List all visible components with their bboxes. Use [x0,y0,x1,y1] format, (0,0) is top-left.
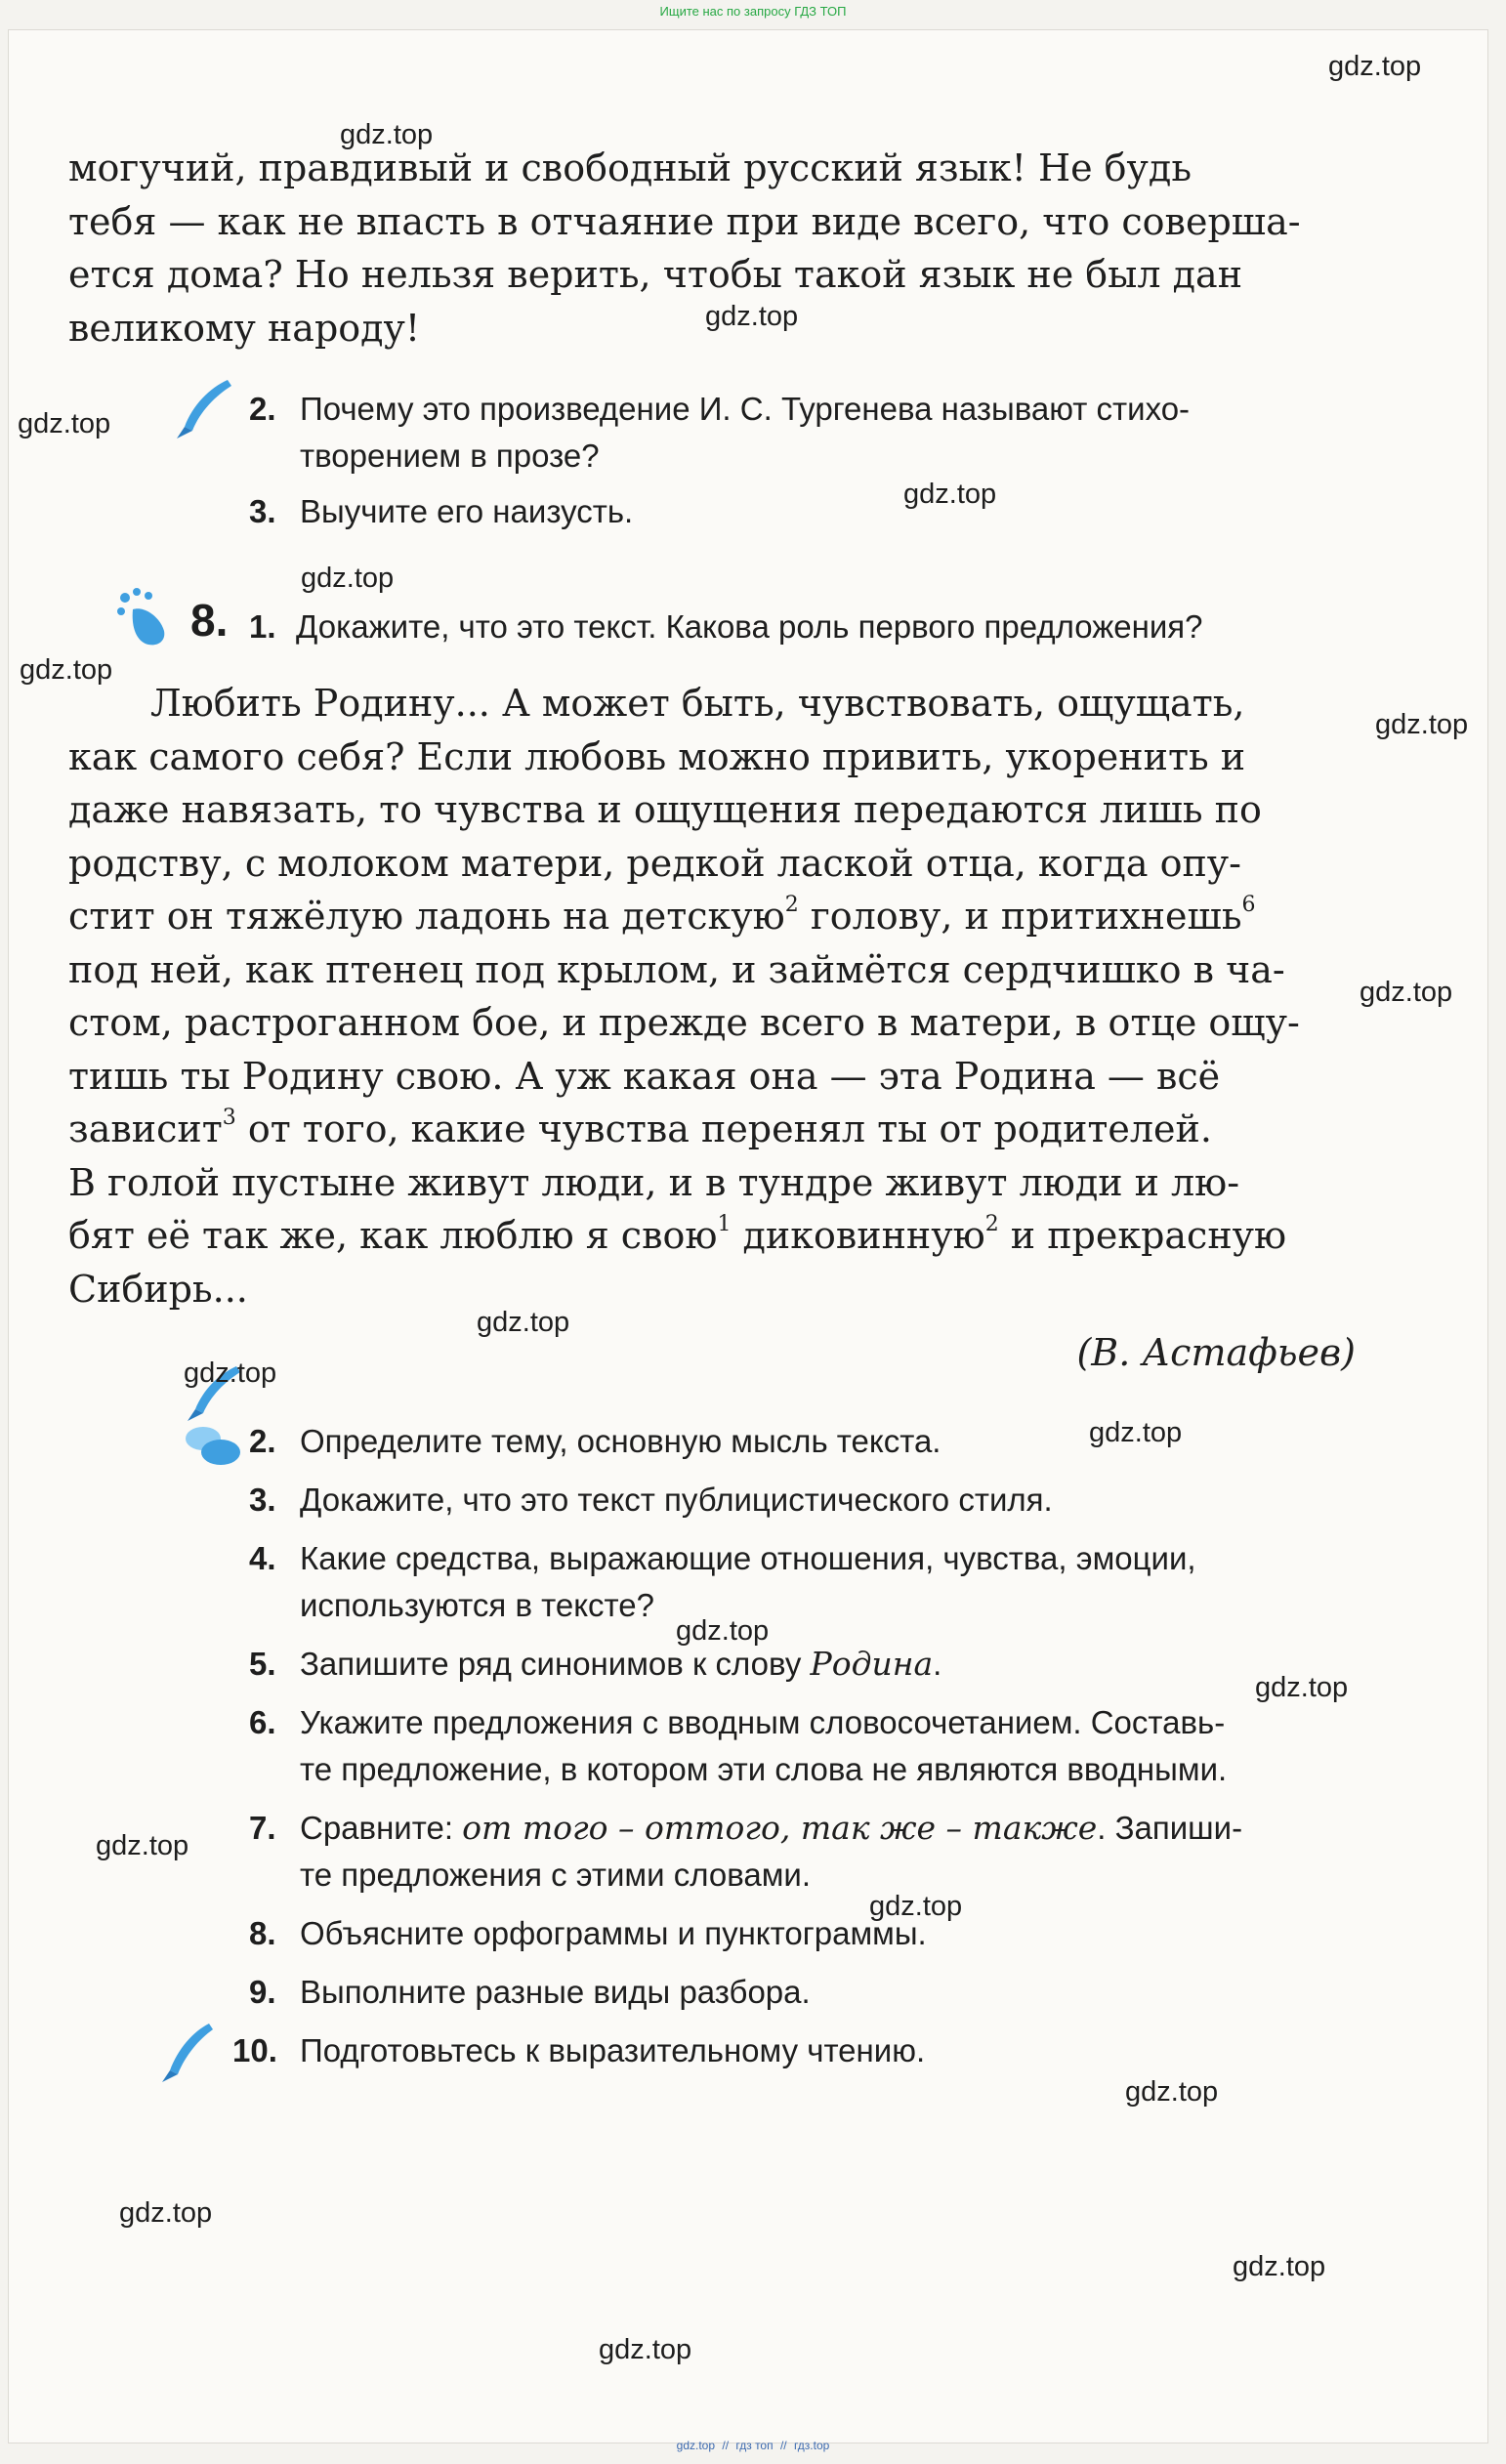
passage-line [68,890,1356,943]
passage-line: Любить Родину... А может быть, чувствовать, ощущать, [150,682,1245,725]
watermark: gdz.top [1328,51,1422,82]
watermark: gdz.top [20,654,113,686]
watermark: gdz.top [119,2197,213,2229]
passage-line: даже навязать, то чувства и ощущения передаются лишь по [68,788,1262,831]
passage-line [68,1103,1356,1156]
pen-icon [171,376,239,448]
prev-line-4: великому народу! [68,306,421,350]
watermark: gdz.top [1233,2251,1326,2282]
question-text: Объясните орфограммы и пунктограммы. [300,1915,927,1951]
watermark: gdz.top [1255,1672,1349,1703]
watermark: gdz.top [301,563,395,594]
italic-word: Родина [810,1645,934,1683]
question-text: творением в прозе? [300,438,600,474]
question-text: те предложение, в котором эти слова не являются вводными. [300,1751,1228,1787]
watermark: gdz.top [1089,1417,1183,1448]
watermark: gdz.top [184,1357,277,1389]
question-text: те предложения с этими словами. [300,1857,812,1893]
question-number: 1. [249,608,276,645]
text-span: . [933,1646,942,1682]
top-banner: Ищите нас по запросу ГДЗ ТОП [659,4,847,19]
question-text: Докажите, что это текст публицистического стиля. [300,1482,1053,1518]
passage [68,677,1356,1316]
question-text: Выучите его наизусть. [300,493,634,529]
question-number: 4. [249,1540,276,1576]
passage-line: родству, с молоком матери, редкой лаской отца, когда опу- [68,841,1242,885]
footer-separator: // [779,2439,787,2452]
watermark: gdz.top [477,1307,570,1338]
question-text: Почему это произведение И. С. Тургенева называют стихо- [300,391,1191,427]
footer-link[interactable]: gdz.top [676,2439,716,2452]
hand-icon [115,588,174,652]
question-text: Укажите предложения с вводным словосочетанием. Составь- [300,1704,1226,1740]
watermark: gdz.top [676,1615,770,1647]
question-text: Определите тему, основную мысль текста. [300,1423,941,1459]
watermark: gdz.top [869,1891,963,1922]
text-span: диковинную [731,1214,985,1257]
footer-link[interactable]: гдз топ [735,2439,774,2452]
text-span: голову, и притихнешь [798,895,1242,938]
superscript: 3 [222,1106,236,1131]
text-span: зависит [68,1107,223,1150]
question-number: 5. [249,1646,276,1682]
superscript: 2 [784,893,799,918]
superscript: 1 [717,1212,732,1237]
text-span: бят её так же, как люблю я свою [68,1214,718,1257]
watermark: gdz.top [1375,709,1469,740]
question-number: 9. [249,1974,276,2010]
question-text: Подготовьтесь к выразительному чтению. [300,2032,926,2068]
question-text [300,1641,1384,1688]
text-span: . Запиши- [1097,1810,1243,1846]
passage-line: стом, растроганном бое, и прежде всего в матери, в отце ощу- [68,1001,1300,1044]
text-span: стит он тяжёлую ладонь на детскую [68,895,785,938]
italic-words: от того – оттого, так же – также [462,1809,1098,1847]
exercise-number: 8. [190,595,229,646]
watermark: gdz.top [96,1830,189,1861]
question-text: Докажите, что это текст. Какова роль первого предложения? [296,608,1203,645]
text-span: Сравните: [300,1810,463,1846]
question-number: 3. [249,493,276,529]
watermark: gdz.top [1360,977,1453,1008]
passage-line [68,1209,1356,1263]
passage-line: В голой пустыне живут люди, и в тундре живут люди и лю- [68,1160,1240,1204]
text-span: и прекрасную [998,1214,1287,1257]
prev-line-3: ется дома? Но нельзя верить, чтобы такой язык не был дан [68,253,1243,296]
question-number: 6. [249,1704,276,1740]
passage-line: Сибирь... [68,1267,248,1311]
watermark: gdz.top [599,2334,692,2365]
footer-link[interactable]: гдз.top [793,2439,830,2452]
text-span: от того, какие чувства перенял ты от родителей. [235,1107,1212,1150]
footer-links [0,2439,1506,2452]
passage-line: как самого себя? Если любовь можно привить, укоренить и [68,734,1246,778]
question-number: 8. [249,1915,276,1951]
question-text: Какие средства, выражающие отношения, чувства, эмоции, [300,1540,1196,1576]
question-number: 3. [249,1482,276,1518]
passage-line: тишь ты Родину свою. А уж какая она — эта Родина — всё [68,1054,1221,1098]
superscript: 2 [984,1212,999,1237]
watermark: gdz.top [903,479,997,510]
prev-line-2: тебя — как не впасть в отчаяние при виде всего, что соверша- [68,199,1301,243]
question-number: 7. [249,1810,276,1846]
question-text [300,1805,1384,1852]
footer-separator: // [722,2439,730,2452]
question-text: Выполните разные виды разбора. [300,1974,811,2010]
passage-author: (В. Астафьев) [1076,1331,1356,1374]
question-number: 10. [232,2032,277,2068]
question-number: 2. [249,391,276,427]
pen-icon [156,2020,219,2092]
question-number: 2. [249,1423,276,1459]
watermark: gdz.top [1125,2076,1219,2108]
watermark: gdz.top [340,119,434,150]
text-span: Запишите ряд синонимов к слову [300,1646,811,1682]
watermark: gdz.top [705,301,799,332]
prev-line-1: могучий, правдивый и свободный русский язык! Не будь [68,146,1192,189]
watermark: gdz.top [18,408,111,439]
superscript: 6 [1241,893,1256,918]
passage-line: под ней, как птенец под крылом, и займётся сердчишко в ча- [68,947,1285,991]
question-text: используются в тексте? [300,1587,654,1623]
